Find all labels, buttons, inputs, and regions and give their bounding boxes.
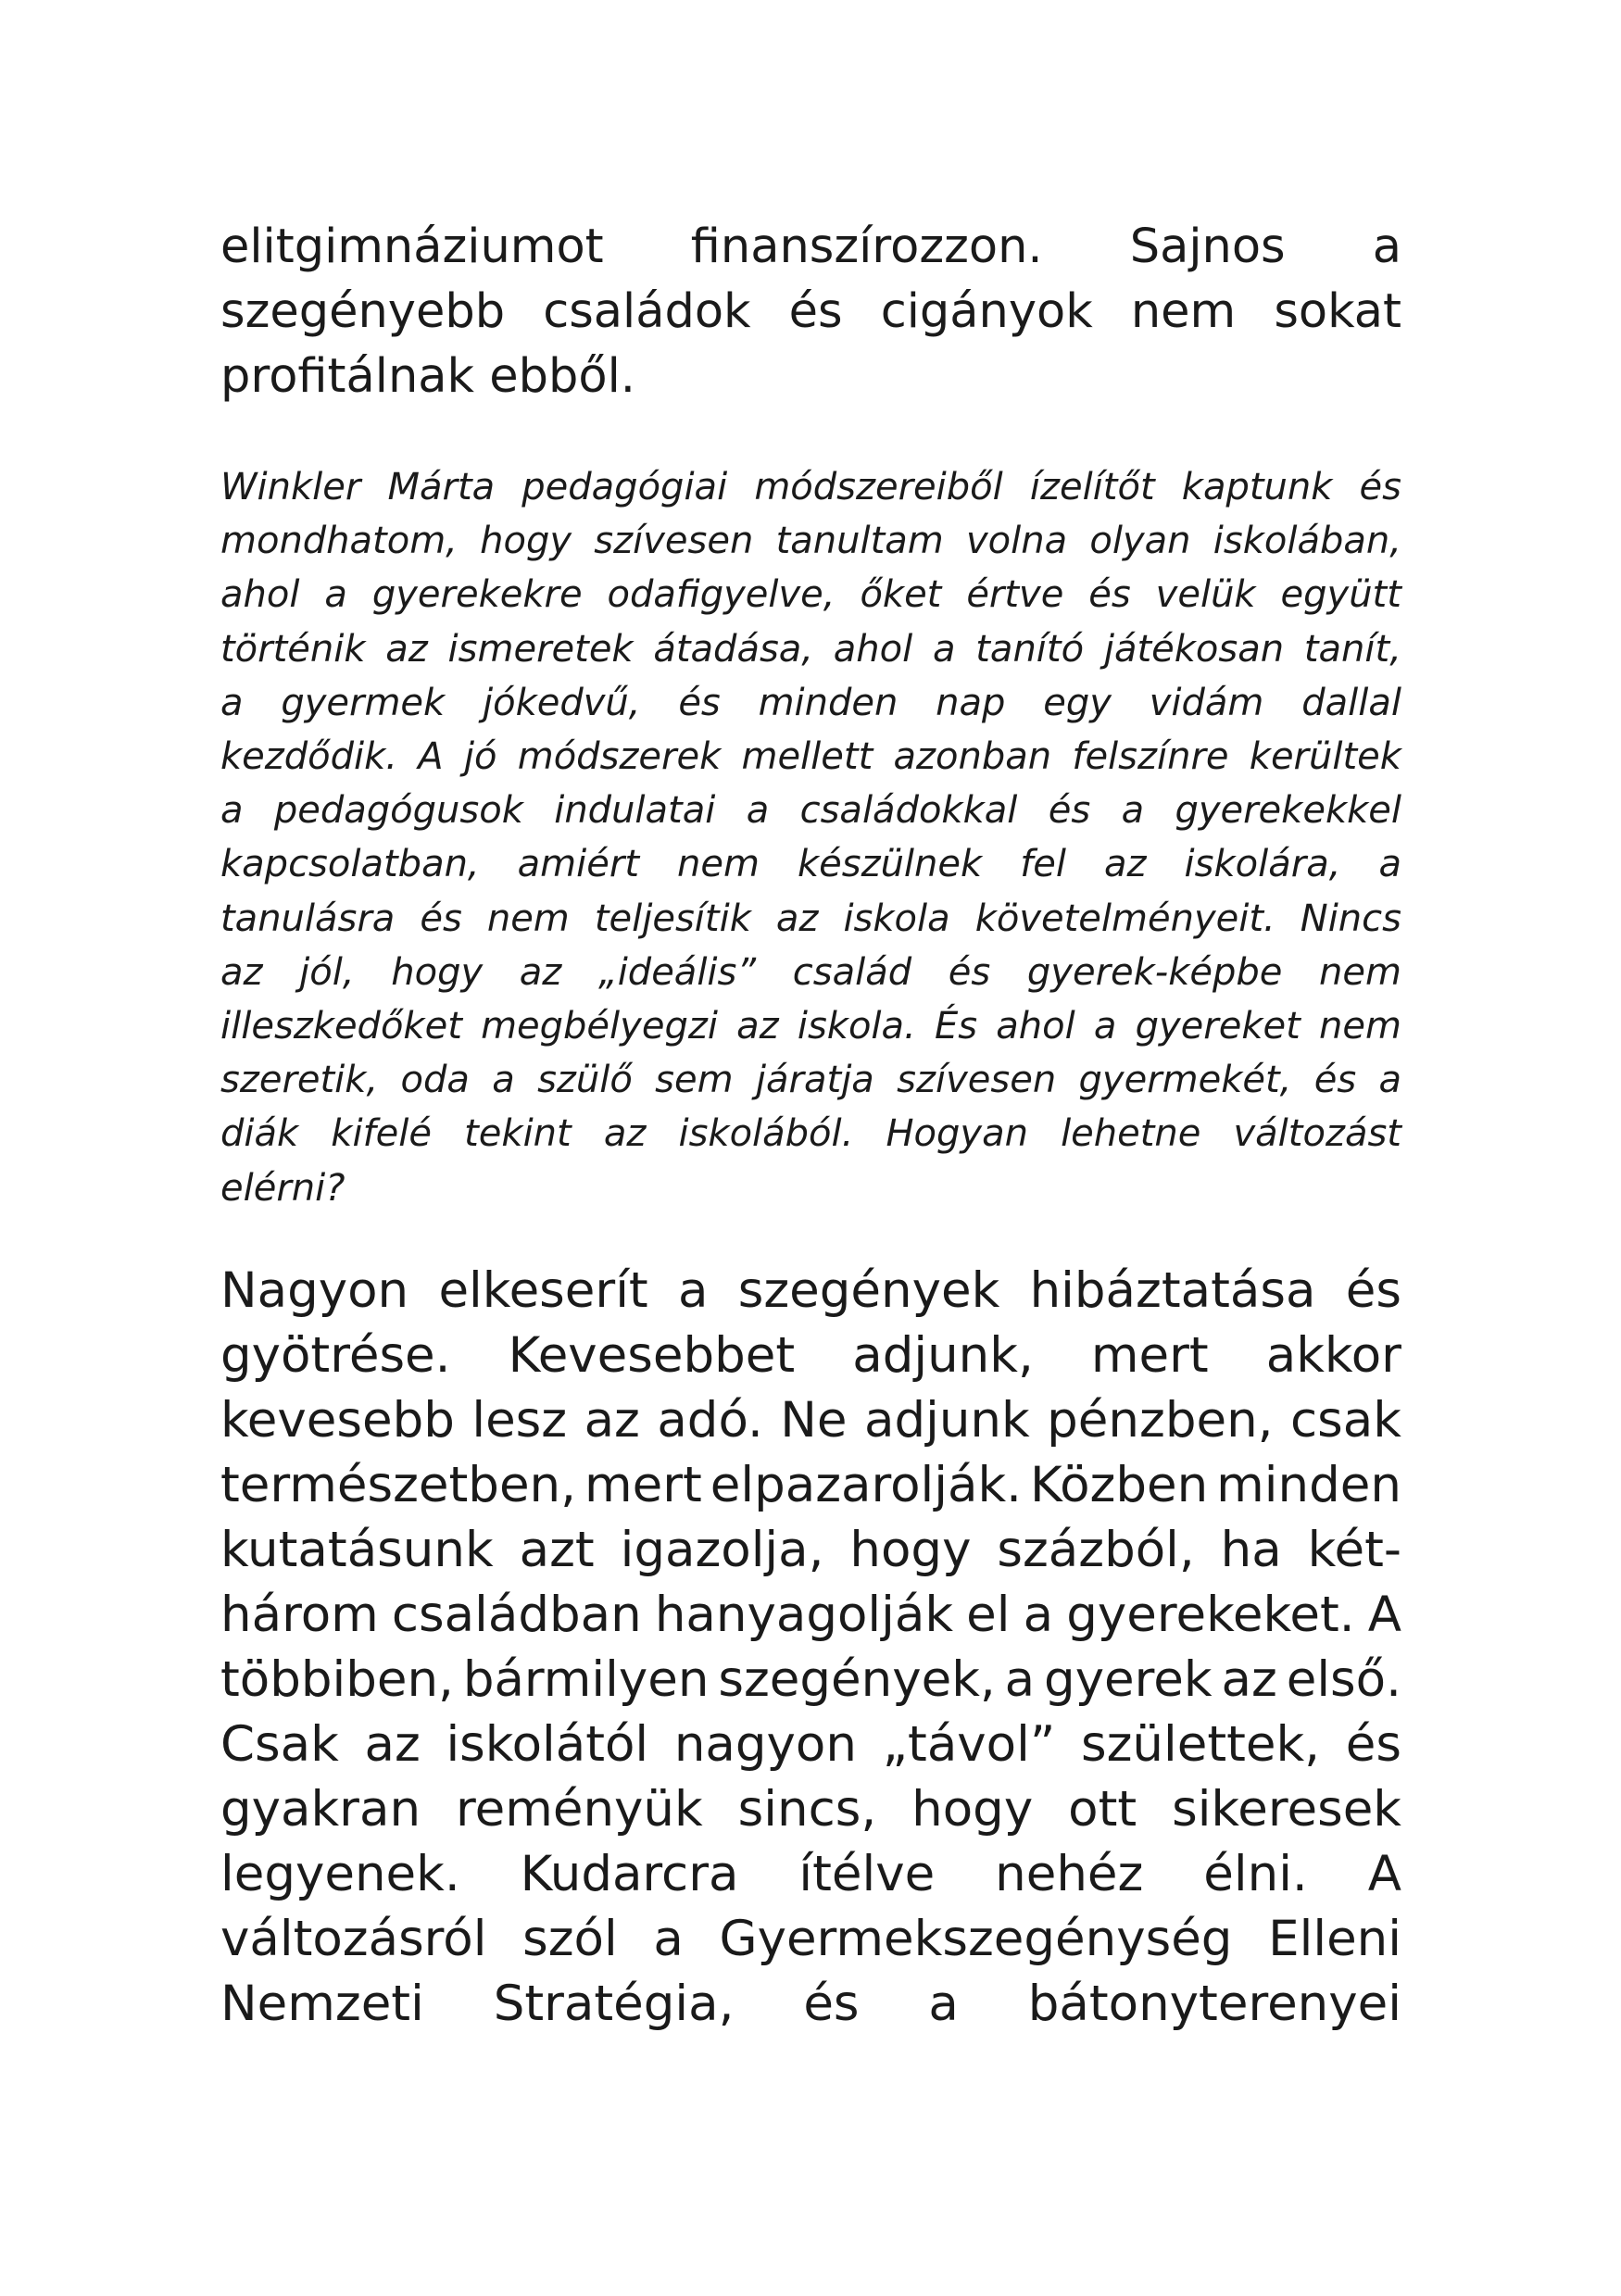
word: természetben, [220,1457,576,1513]
word: a [653,1911,684,1967]
word: a [677,1262,709,1319]
word: iskola [843,897,950,940]
word: a [1121,789,1145,833]
word: tanít, [1303,627,1401,671]
word: azonban [893,735,1052,779]
word: vidám [1149,681,1264,724]
word: teljesítik [594,897,751,940]
word: akkor [1265,1327,1401,1384]
word: és [1359,466,1401,508]
word: nap [936,681,1006,724]
word: minden [758,681,898,724]
word: tekint [464,1112,572,1156]
word: cigányok [880,284,1093,339]
text-line [220,784,1401,837]
word: gyakran [220,1781,421,1838]
text-line [220,1842,1401,1907]
word: amiért [517,843,639,886]
word: a [1004,1651,1036,1708]
text-line [220,1777,1401,1842]
word: gyermekét, [1078,1059,1292,1102]
word: Elleni [1268,1911,1401,1967]
word: megbélyegzi [481,1005,718,1048]
word: adó. [657,1392,763,1449]
word: dallal [1301,681,1401,724]
word: olyan [1089,520,1191,563]
word: Márta [387,466,496,508]
word: és [1345,1262,1401,1319]
word: kerültek [1249,735,1401,779]
word: és [803,1976,860,2032]
word: mert [584,1457,702,1513]
word: többiben, [220,1651,454,1708]
word: hibáztatása [1029,1262,1316,1319]
word: ismeretek [447,627,634,671]
word: szívesen [897,1059,1057,1102]
word: gyermek [281,681,446,724]
word: indulatai [554,789,716,833]
word: És [934,1005,978,1048]
word: gyerekekkel [1175,789,1401,833]
text-line [220,1107,1401,1161]
word: lesz [471,1392,568,1449]
word: pedagógusok [273,789,523,833]
word: ott [1068,1781,1137,1838]
word: elkeserít [438,1262,648,1319]
text-line: elérni? [220,1166,346,1210]
word: kapcsolatban, [220,843,480,886]
word: fel [1020,843,1066,886]
word: első. [1286,1651,1401,1708]
word: szegényebb [220,284,506,339]
word: és [1048,789,1091,833]
word: követelményeit. [974,897,1275,940]
word: „ideális” [597,950,757,994]
word: minden [1216,1457,1401,1513]
word: őket [860,573,942,617]
word: módszereiből [754,466,1003,508]
word: szeretik, [220,1059,379,1102]
word: ítélve [798,1846,936,1902]
word: gyereket [1135,1005,1301,1048]
word: az [736,1005,779,1048]
text-line [220,1907,1401,1972]
word: Csak [220,1716,339,1773]
word: nem [1130,284,1237,339]
word: A [1367,1587,1401,1643]
word: együtt [1280,573,1401,617]
paragraph-response [220,1259,1401,2037]
text-line [220,1648,1401,1713]
text-line [220,1453,1401,1518]
word: a [932,627,956,671]
word: oda [400,1059,470,1102]
word: nem [677,843,760,886]
word: egy [1043,681,1112,724]
text-line [220,1259,1401,1324]
word: és [1345,1716,1401,1773]
word: hogy [480,520,572,563]
word: tanultam [775,520,944,563]
word: jó [463,735,497,779]
word: az [584,1392,640,1449]
word: csak [1289,1392,1401,1449]
word: hanyagolják [654,1587,954,1643]
word: három [220,1587,379,1643]
word: az [603,1112,647,1156]
word: járatja [755,1059,874,1102]
word: a [324,573,347,617]
word: ahol [220,573,300,617]
word: elitgimnáziumot [220,220,604,274]
text-line [220,946,1401,999]
word: mellett [741,735,873,779]
word: szegények, [718,1651,996,1708]
word: családban [391,1587,642,1643]
word: sincs, [737,1781,877,1838]
word: mondhatom, [220,520,458,563]
text-line [220,568,1401,621]
word: „távol” [882,1716,1056,1773]
word: gyerek-képbe [1026,950,1283,994]
word: iskolára, [1184,843,1341,886]
word: és [1088,573,1131,617]
word: A [1367,1846,1401,1902]
word: hogy [911,1781,1034,1838]
word: jól, [299,950,355,994]
word: Sajnos [1129,220,1286,274]
word: szülő [537,1059,633,1102]
word: változásról [220,1911,487,1967]
word: adjunk, [852,1327,1034,1384]
word: az [385,627,428,671]
word: iskola. [797,1005,916,1048]
word: gyötrése. [220,1327,451,1384]
word: adjunk [863,1392,1030,1449]
word: Gyermekszegénység [719,1911,1233,1967]
word: gyerekekre [371,573,583,617]
word: a [928,1976,959,2032]
word: bármilyen [462,1651,710,1708]
word: Hogyan [886,1112,1028,1156]
word: el [966,1587,1011,1643]
word: hogy [849,1522,972,1578]
word: két- [1307,1522,1401,1578]
word: tanító [975,627,1085,671]
text-line [220,215,1401,280]
word: az [220,950,263,994]
word: sokat [1274,284,1401,339]
word: szegények [737,1262,1000,1319]
text-line [220,892,1401,946]
word: nem [486,897,570,940]
word: értve [966,573,1064,617]
text-line [220,1324,1401,1388]
word: ha [1220,1522,1282,1578]
word: velük [1155,573,1256,617]
word: nem [1318,1005,1401,1048]
word: családok [543,284,751,339]
word: illeszkedőket [220,1005,462,1048]
word: Nagyon [220,1262,409,1319]
word: szívesen [594,520,754,563]
word: az [364,1716,421,1773]
word: reményük [456,1781,703,1838]
word: finanszírozzon. [690,220,1043,274]
word: volna [965,520,1068,563]
word: felszínre [1072,735,1229,779]
word: átadása, [653,627,814,671]
word: családokkal [799,789,1018,833]
word: változást [1233,1112,1401,1156]
word: a [746,789,770,833]
word: ízelítőt [1029,466,1155,508]
word: pénzben, [1047,1392,1274,1449]
word: sikeresek [1172,1781,1401,1838]
word: Ne [780,1392,848,1449]
word: iskolából. [678,1112,854,1156]
word: odafigyelve, [607,573,836,617]
text-line [220,280,1401,345]
word: és [948,950,991,994]
word: Kudarcra [520,1846,739,1902]
word: iskolától [446,1716,649,1773]
word: és [678,681,721,724]
word: születtek, [1080,1716,1321,1773]
word: iskolában, [1213,520,1401,563]
word: hogy [391,950,484,994]
word: a [220,789,244,833]
word: a [1093,1005,1117,1048]
word: szól [522,1911,618,1967]
word: módszerek [517,735,722,779]
word: család [792,950,912,994]
word: és [788,284,843,339]
word: a [1378,1059,1401,1102]
word: a [220,681,244,724]
word: kevesebb [220,1392,455,1449]
word: és [1313,1059,1357,1102]
word: az [1104,843,1147,886]
word: azt [519,1522,595,1578]
paragraph-italic-quote [220,460,1401,1215]
word: lehetne [1061,1112,1201,1156]
word: igazolja, [620,1522,824,1578]
word: Nemzeti [220,1976,424,2032]
word: elpazarolják. [710,1457,1023,1513]
word: Winkler [220,466,361,508]
word: kutatásunk [220,1522,494,1578]
text-line [220,1972,1401,2037]
text-line [220,1583,1401,1648]
text-line [220,1518,1401,1583]
word: a [1378,843,1401,886]
text-line [220,460,1401,514]
text-line [220,676,1401,730]
word: nem [1319,950,1401,994]
word: élni. [1203,1846,1308,1902]
word: százból, [997,1522,1195,1578]
text-line [220,837,1401,891]
word: a [492,1059,515,1102]
word: az [1221,1651,1277,1708]
word: legyenek. [220,1846,460,1902]
word: Kevesebbet [508,1327,796,1384]
word: történik [220,627,366,671]
paragraph-intro-continuation [220,215,1401,409]
word: diák [220,1112,299,1156]
word: kifelé [331,1112,432,1156]
word: gyerek [1044,1651,1213,1708]
word: nagyon [673,1716,857,1773]
word: gyerekeket. [1066,1587,1355,1643]
word: játékosan [1103,627,1285,671]
word: A [418,735,444,779]
word: ahol [833,627,913,671]
word: mert [1090,1327,1209,1384]
word: a [1372,220,1401,274]
word: az [775,897,819,940]
word: nehéz [995,1846,1144,1902]
word: kaptunk [1181,466,1333,508]
word: jókedvű, [483,681,641,724]
word: tanulásra [220,897,396,940]
word: Nincs [1300,897,1401,940]
word: a [1023,1587,1054,1643]
word: Közben [1030,1457,1209,1513]
word: bátonyterenyei [1027,1976,1401,2032]
text-line [220,1713,1401,1777]
word: Stratégia, [493,1976,735,2032]
word: készülnek [797,843,983,886]
text-line [220,1388,1401,1453]
text-line [220,622,1401,676]
text-line [220,999,1401,1053]
word: és [420,897,462,940]
text-line [220,730,1401,784]
word: kezdődik. [220,735,398,779]
text-line [220,1053,1401,1107]
word: sem [655,1059,734,1102]
word: ahol [996,1005,1075,1048]
word: az [519,950,562,994]
word: pedagógiai [521,466,728,508]
text-line: profitálnak ebből. [220,349,635,404]
text-line [220,514,1401,568]
